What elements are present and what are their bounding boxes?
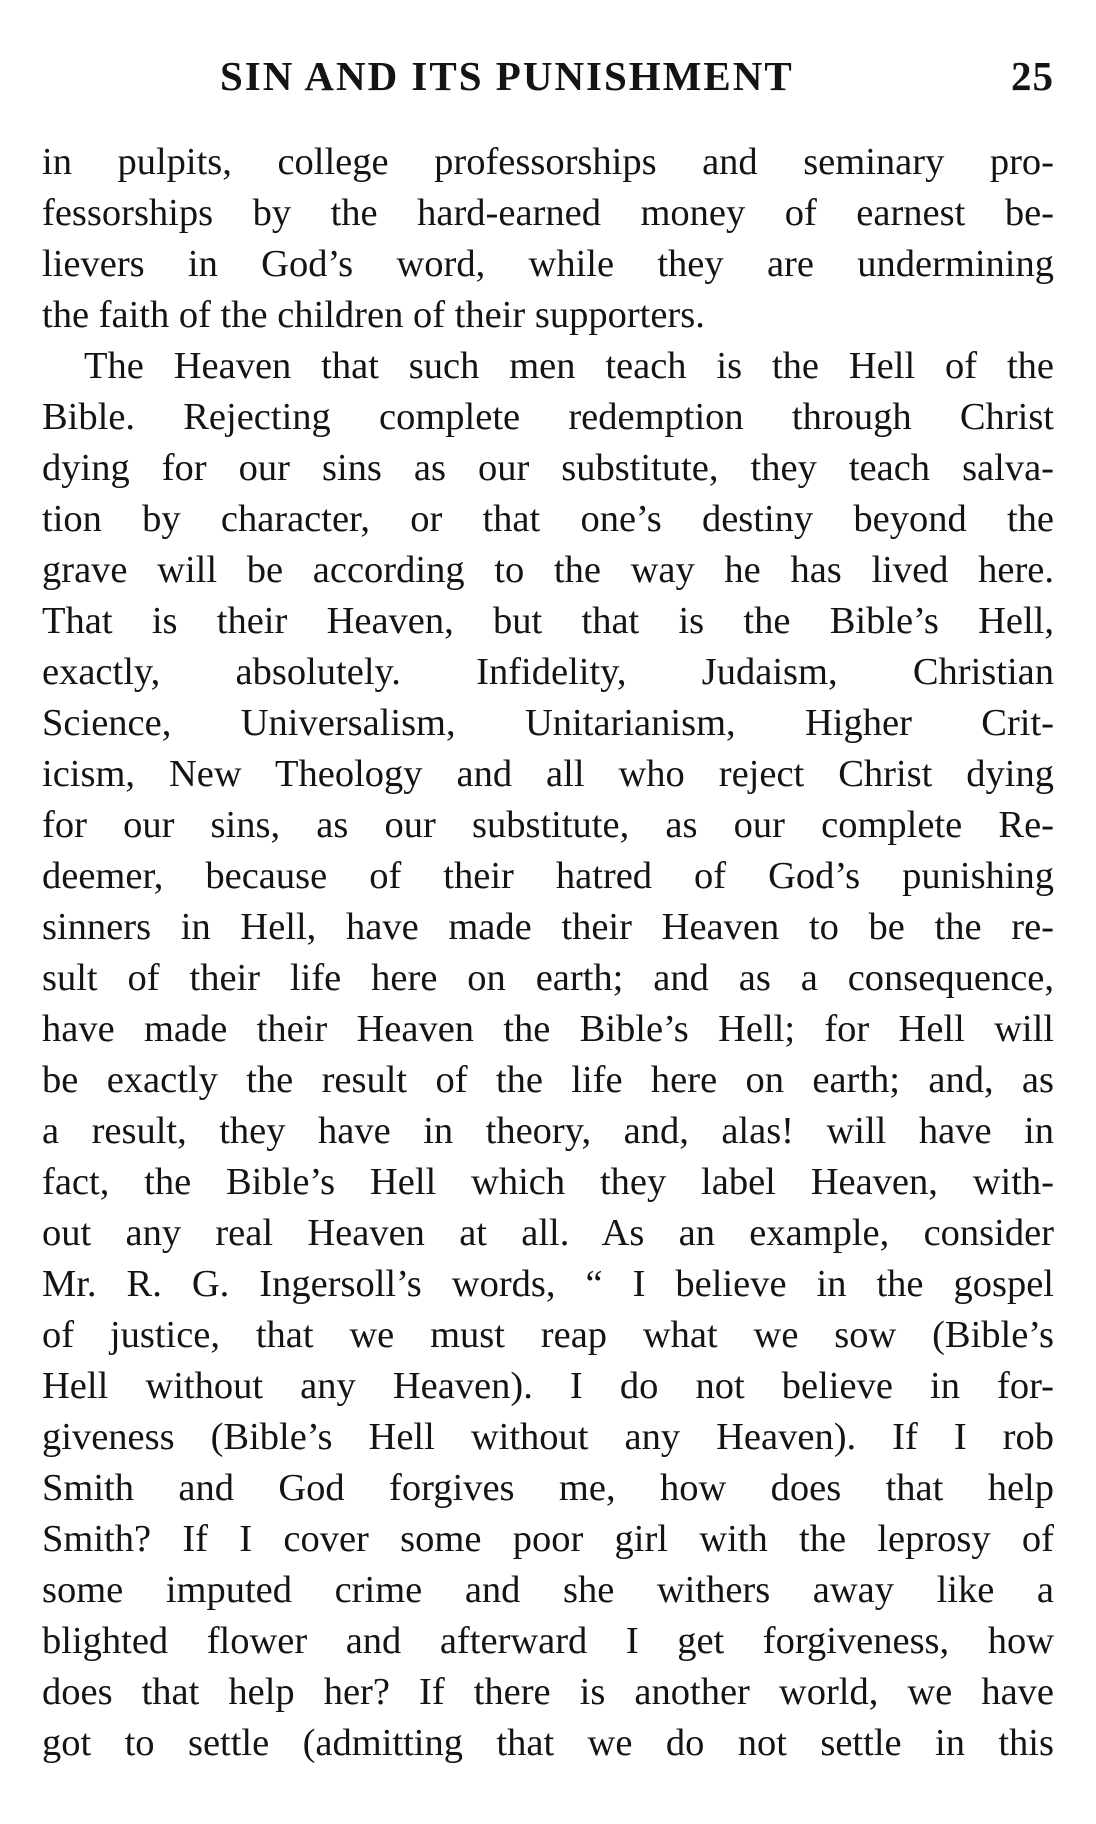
- text-line: Mr. R. G. Ingersoll’s words, “ I believe in the gospel: [42, 1263, 1054, 1305]
- body-text: [42, 137, 1054, 1769]
- text-line: dying for our sins as our substitute, they teach salva-: [42, 447, 1054, 489]
- text-line: Smith and God forgives me, how does that help: [42, 1467, 1054, 1509]
- text-line: giveness (Bible’s Hell without any Heaven). If I rob: [42, 1416, 1054, 1458]
- text-line: tion by character, or that one’s destiny beyond the: [42, 498, 1054, 540]
- text-line: have made their Heaven the Bible’s Hell; for Hell will: [42, 1008, 1054, 1050]
- text-line: Hell without any Heaven). I do not believe in for-: [42, 1365, 1054, 1407]
- text-line: icism, New Theology and all who reject Christ dying: [42, 753, 1054, 795]
- text-line: fessorships by the hard-earned money of earnest be-: [42, 192, 1054, 234]
- text-line: of justice, that we must reap what we sow (Bible’s: [42, 1314, 1054, 1356]
- text-line: lievers in God’s word, while they are undermining: [42, 243, 1054, 285]
- text-line: Science, Universalism, Unitarianism, Higher Crit-: [42, 702, 1054, 744]
- text-line: That is their Heaven, but that is the Bible’s Hell,: [42, 600, 1054, 642]
- page-number: 25: [1011, 53, 1054, 99]
- text-line: be exactly the result of the life here on earth; and, as: [42, 1059, 1054, 1101]
- text-line: Bible. Rejecting complete redemption through Christ: [42, 396, 1054, 438]
- text-line: a result, they have in theory, and, alas! will have in: [42, 1110, 1054, 1152]
- text-line: in pulpits, college professorships and seminary pro-: [42, 141, 1054, 183]
- running-head: [42, 48, 1054, 104]
- text-line: deemer, because of their hatred of God’s punishing: [42, 855, 1054, 897]
- text-line: blighted flower and afterward I get forgiveness, how: [42, 1620, 1054, 1662]
- text-line: Smith? If I cover some poor girl with the leprosy of: [42, 1518, 1054, 1560]
- text-line: some imputed crime and she withers away like a: [42, 1569, 1054, 1611]
- text-line: exactly, absolutely. Infidelity, Judaism, Christian: [42, 651, 1054, 693]
- text-line: out any real Heaven at all. As an example, consider: [42, 1212, 1054, 1254]
- text-line: sult of their life here on earth; and as a consequence,: [42, 957, 1054, 999]
- text-line: sinners in Hell, have made their Heaven to be the re-: [42, 906, 1054, 948]
- text-line: for our sins, as our substitute, as our complete Re-: [42, 804, 1054, 846]
- text-line: fact, the Bible’s Hell which they label Heaven, with-: [42, 1161, 1054, 1203]
- text-line: grave will be according to the way he has lived here.: [42, 549, 1054, 591]
- text-line: does that help her? If there is another world, we have: [42, 1671, 1054, 1713]
- text-line: the faith of the children of their supporters.: [42, 294, 705, 336]
- paragraph-first-line: The Heaven that such men teach is the Hell of the: [84, 345, 1054, 387]
- text-line: got to settle (admitting that we do not settle in this: [42, 1722, 1054, 1764]
- running-head-title: SIN AND ITS PUNISHMENT: [220, 53, 794, 99]
